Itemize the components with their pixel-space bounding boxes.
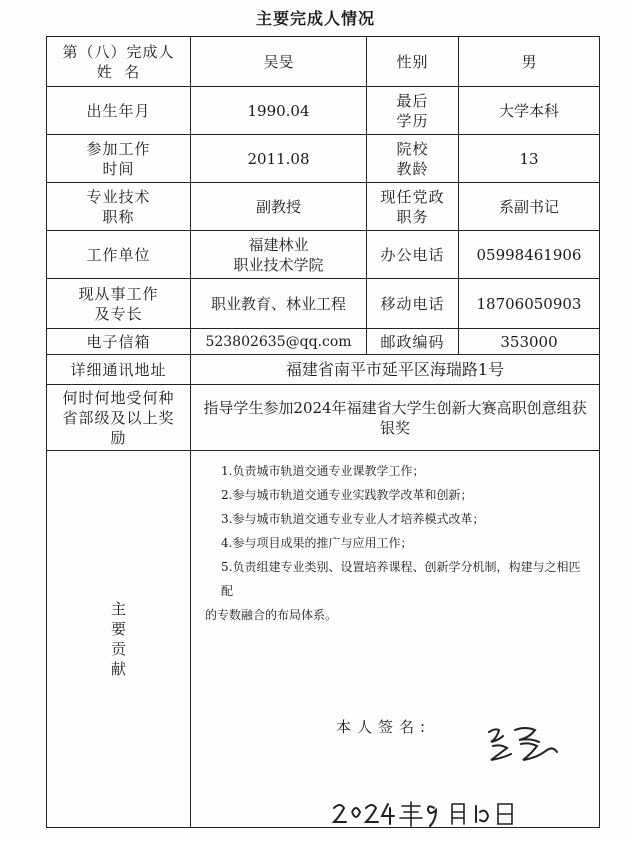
- education-label-line1: 最后: [396, 91, 429, 110]
- table-row: [47, 37, 600, 87]
- work-label-cell: [47, 279, 191, 329]
- mobile-value: 18706050903: [459, 279, 600, 329]
- awards-label-line1: 何时何地受何种: [62, 388, 175, 407]
- table-row: [47, 385, 600, 451]
- position-label-line1: 现任党政: [380, 187, 445, 206]
- postcode-label: 邮政编码: [367, 329, 459, 355]
- office-phone-value: 05998461906: [459, 231, 600, 279]
- table-row: [47, 231, 600, 279]
- contribution-item: 4.参与项目成果的推广与应用工作；: [221, 536, 413, 550]
- position-label-line2: 职务: [396, 207, 429, 226]
- prof-title-label-line1: 专业技术: [86, 187, 151, 206]
- office-phone-label: 办公电话: [367, 231, 459, 279]
- education-label-line2: 学历: [396, 111, 429, 130]
- teaching-years-label-cell: [367, 135, 459, 183]
- name-value: 吴旻: [191, 37, 367, 87]
- contributions-label-cell: [47, 451, 191, 828]
- prof-title-label-line2: 职称: [102, 207, 135, 226]
- postcode-value: 353000: [459, 329, 600, 355]
- contributions-label-char: 贡: [110, 640, 126, 658]
- awards-label-line2: 省部级及以上奖: [62, 408, 175, 427]
- work-start-label-line1: 参加工作: [86, 139, 151, 158]
- email-value: 523802635@qq.com: [191, 329, 367, 355]
- contribution-item-continuation: 的专数融合的布局体系。: [205, 608, 338, 622]
- table-row: [47, 183, 600, 231]
- position-label-cell: [367, 183, 459, 231]
- table-row: [47, 329, 600, 355]
- address-label: 详细通讯地址: [47, 355, 191, 385]
- table-row: [47, 135, 600, 183]
- table-row: [47, 451, 600, 828]
- personnel-form-table: [46, 36, 600, 828]
- birth-label: 出生年月: [47, 87, 191, 135]
- employer-value-cell: [191, 231, 367, 279]
- document-title: 主要完成人情况: [255, 9, 375, 28]
- awards-value: 指导学生参加2024年福建省大学生创新大赛高职创意组获银奖: [191, 385, 600, 451]
- prof-title-value: 副教授: [191, 183, 367, 231]
- contributions-content-cell: [191, 451, 600, 828]
- table-row: [47, 279, 600, 329]
- table-row: [47, 87, 600, 135]
- signature-label: 本人签名:: [336, 718, 432, 736]
- work-start-label-cell: [47, 135, 191, 183]
- contribution-item: 3.参与城市轨道交通专业专业人才培养模式改革；: [221, 512, 485, 526]
- rank-name-label-cell: [47, 37, 191, 87]
- teaching-years-label-line1: 院校: [396, 139, 429, 158]
- table-row: [47, 355, 600, 385]
- position-value: 系副书记: [459, 183, 600, 231]
- work-start-label-line2: 时间: [102, 159, 135, 178]
- rank-label: 第（八）完成人: [62, 42, 175, 61]
- teaching-years-value: 13: [459, 135, 600, 183]
- contributions-label-char: 献: [110, 660, 126, 678]
- handwritten-signature: [485, 724, 565, 764]
- gender-value: 男: [459, 37, 600, 87]
- awards-label-cell: [47, 385, 191, 451]
- work-start-value: 2011.08: [191, 135, 367, 183]
- employer-line2: 职业技术学院: [233, 255, 324, 274]
- education-value: 大学本科: [459, 87, 600, 135]
- work-value: 职业教育、林业工程: [191, 279, 367, 329]
- handwritten-date: [330, 798, 520, 828]
- employer-label: 工作单位: [47, 231, 191, 279]
- birth-value: 1990.04: [191, 87, 367, 135]
- employer-line1: 福建林业: [248, 235, 309, 254]
- email-label: 电子信箱: [47, 329, 191, 355]
- contributions-label-char: 主: [110, 600, 126, 618]
- teaching-years-label-line2: 教龄: [396, 159, 429, 178]
- contributions-label-char: 要: [110, 620, 126, 638]
- work-label-line2: 及专长: [94, 304, 143, 323]
- gender-label: 性别: [367, 37, 459, 87]
- prof-title-label-cell: [47, 183, 191, 231]
- contribution-item: 1.负责城市轨道交通专业课教学工作；: [221, 464, 425, 478]
- address-value: 福建省南平市延平区海瑞路1号: [191, 355, 600, 385]
- name-label: 姓 名: [96, 62, 141, 81]
- contribution-item: 2.参与城市轨道交通专业实践教学改革和创新；: [221, 488, 473, 502]
- awards-label-line3: 励: [110, 428, 127, 447]
- mobile-label: 移动电话: [367, 279, 459, 329]
- work-label-line1: 现从事工作: [78, 284, 159, 303]
- education-label-cell: [367, 87, 459, 135]
- contribution-item: 5.负责组建专业类别、设置培养课程、创新学分机制，构建与之相匹配: [221, 560, 581, 598]
